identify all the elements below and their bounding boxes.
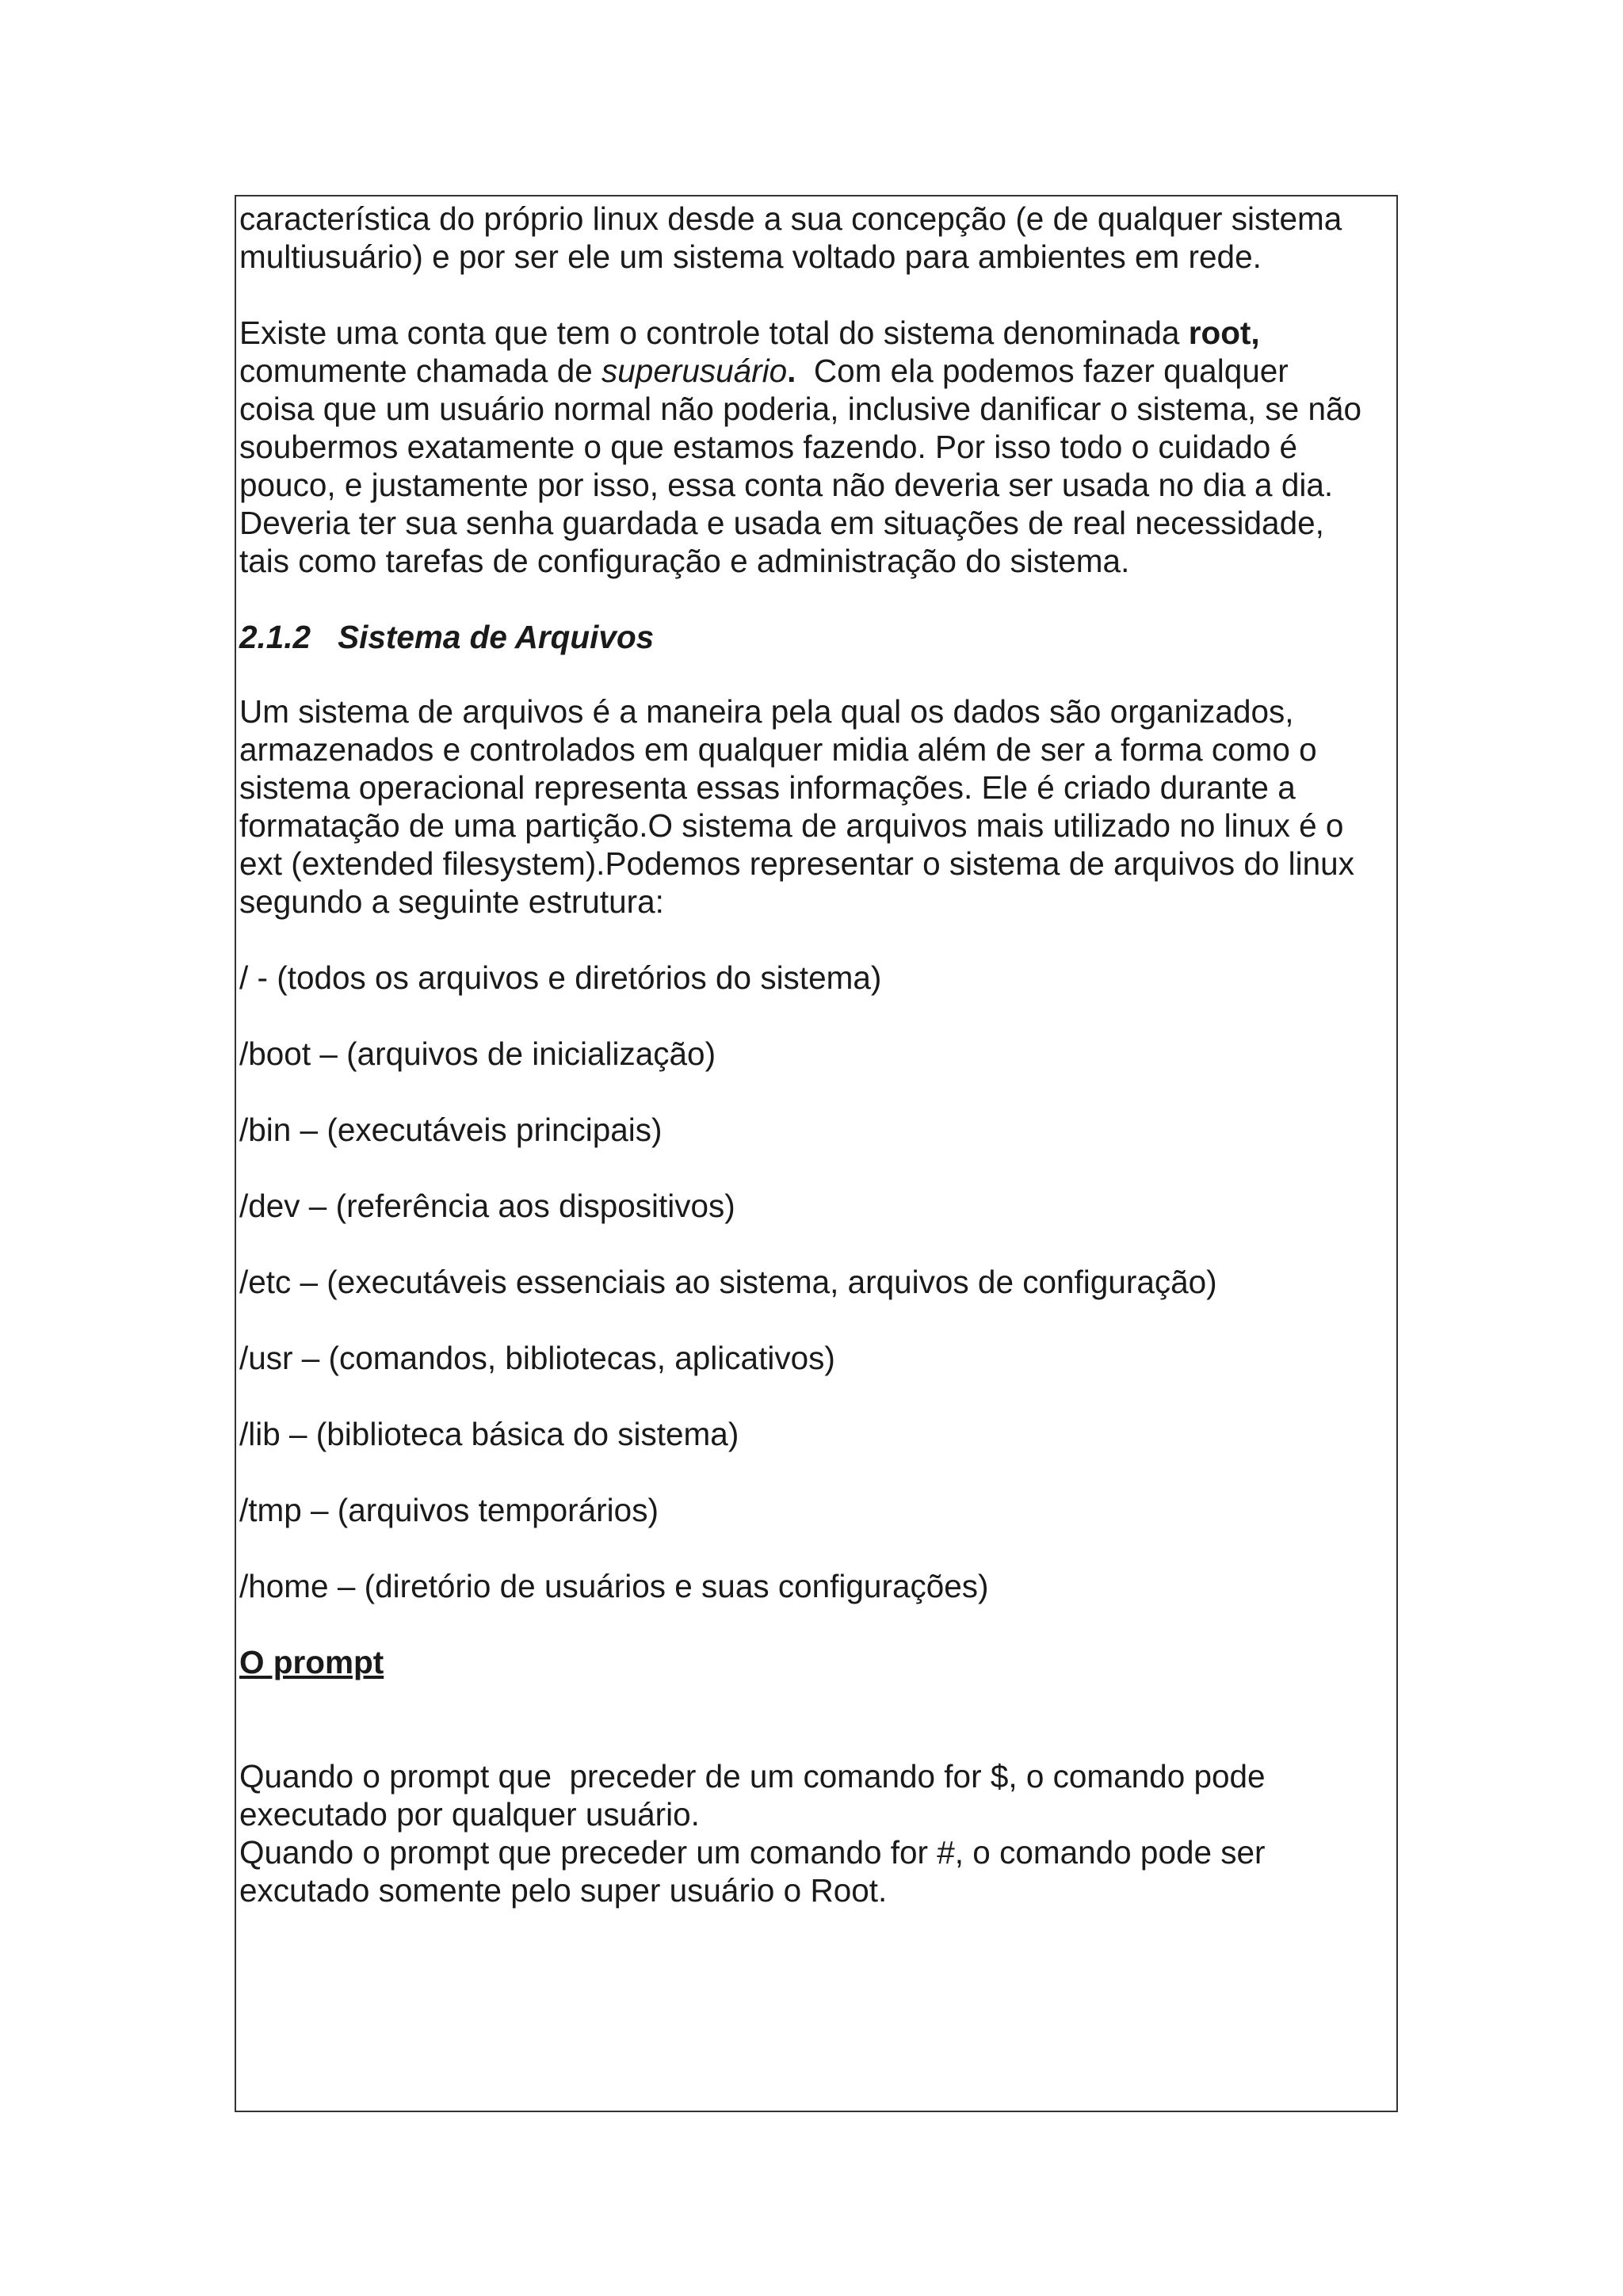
prompt-line-4: excutado somente pelo super usuário o Root. <box>239 1872 888 1909</box>
dir-root: / - (todos os arquivos e diretórios do sistema) <box>239 959 882 996</box>
root-line-3: coisa que um usuário normal não poderia, inclusive danificar o sistema, se não <box>239 391 1362 427</box>
fs-line-1: Um sistema de arquivos é a maneira pela qual os dados são organizados, <box>239 693 1294 730</box>
dir-bin: /bin – (executáveis principais) <box>239 1112 663 1148</box>
dir-tmp: /tmp – (arquivos temporários) <box>239 1492 659 1528</box>
dir-boot: /boot – (arquivos de inicialização) <box>239 1035 716 1072</box>
intro-paragraph <box>239 200 1396 276</box>
prompt-paragraph <box>239 1757 1396 1909</box>
root-line-2-text: comumente chamada de <box>239 353 602 389</box>
intro-line-1: característica do próprio linux desde a sua concepção (e de qualquer sistema <box>239 200 1342 237</box>
filesystem-paragraph <box>239 692 1396 921</box>
section-heading <box>239 618 1396 656</box>
fs-line-3: sistema operacional representa essas informações. Ele é criado durante a <box>239 769 1296 806</box>
dir-lib: /lib – (biblioteca básica do sistema) <box>239 1416 739 1452</box>
dir-dev: /dev – (referência aos dispositivos) <box>239 1188 735 1224</box>
fs-line-5: ext (extended filesystem).Podemos representar o sistema de arquivos do linux <box>239 845 1354 882</box>
fs-line-2: armazenados e controlados em qualquer midia além de ser a forma como o <box>239 731 1317 768</box>
prompt-line-3: Quando o prompt que preceder um comando for #, o comando pode ser <box>239 1834 1266 1871</box>
fs-line-4: formatação de uma partição.O sistema de arquivos mais utilizado no linux é o <box>239 807 1344 844</box>
section-title: Sistema de Arquivos <box>338 619 655 655</box>
root-keyword: root, <box>1188 315 1260 351</box>
prompt-line-2: executado por qualquer usuário. <box>239 1796 700 1833</box>
prompt-line-1: Quando o prompt que preceder de um comando for $, o comando pode <box>239 1758 1266 1794</box>
dir-home: /home – (diretório de usuários e suas configurações) <box>239 1568 989 1604</box>
prompt-heading: O prompt <box>239 1644 384 1680</box>
section-number: 2.1.2 <box>239 619 311 655</box>
intro-line-2: multiusuário) e por ser ele um sistema voltado para ambientes em rede. <box>239 238 1262 275</box>
root-line-6: Deveria ter sua senha guardada e usada em situações de real necessidade, <box>239 505 1324 541</box>
root-line-2-suffix: Com ela podemos fazer qualquer <box>796 353 1289 389</box>
fs-line-6: segundo a seguinte estrutura: <box>239 883 664 920</box>
document-body <box>239 200 1396 1909</box>
root-line-7: tais como tarefas de configuração e administração do sistema. <box>239 543 1130 579</box>
bold-period: . <box>787 353 796 389</box>
dir-etc: /etc – (executáveis essenciais ao sistema, arquivos de configuração) <box>239 1264 1217 1300</box>
root-line-4: soubermos exatamente o que estamos fazendo. Por isso todo o cuidado é <box>239 429 1298 465</box>
root-paragraph <box>239 314 1396 580</box>
superuser-term: superusuário <box>601 353 788 389</box>
dir-usr: /usr – (comandos, bibliotecas, aplicativos) <box>239 1340 835 1376</box>
root-line-1-text: Existe uma conta que tem o controle total do sistema denominada <box>239 315 1189 351</box>
root-line-5: pouco, e justamente por isso, essa conta não deveria ser usada no dia a dia. <box>239 467 1334 503</box>
